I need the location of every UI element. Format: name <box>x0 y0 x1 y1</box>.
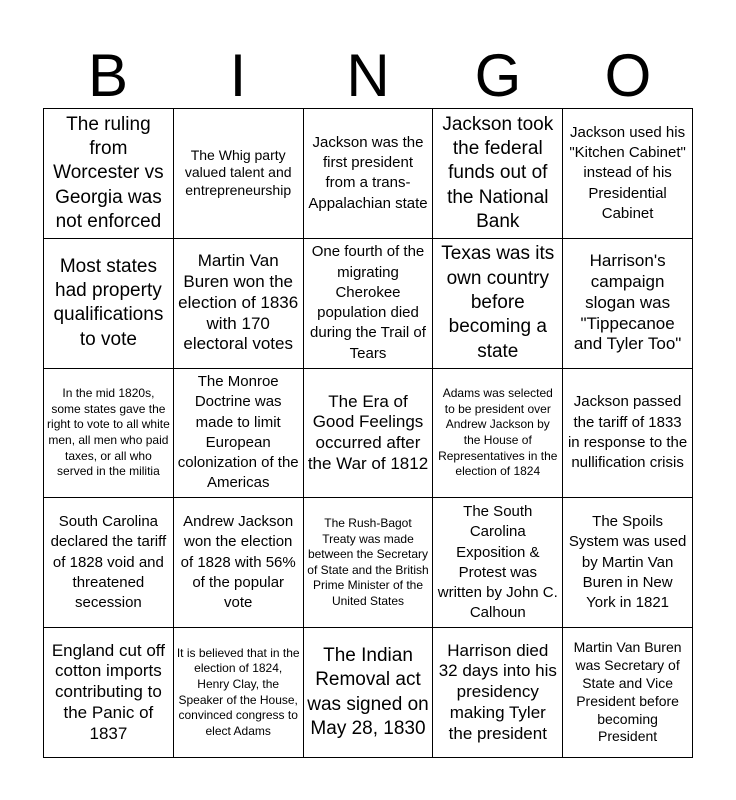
bingo-cell[interactable] <box>44 369 174 499</box>
title-letter-b: B <box>87 42 129 109</box>
cell-text: The ruling from Worcester vs Georgia was not enforced <box>53 113 164 232</box>
bingo-cell[interactable] <box>433 109 563 239</box>
bingo-cell[interactable] <box>174 239 304 369</box>
bingo-cell[interactable] <box>433 369 563 499</box>
cell-text: Martin Van Buren won the election of 1836 with 170 electoral votes <box>178 251 299 354</box>
cell-text: Harrison died 32 days into his presidency making Tyler the president <box>438 640 557 743</box>
bingo-cell[interactable] <box>563 628 693 758</box>
bingo-cell[interactable] <box>304 498 434 628</box>
bingo-cell[interactable] <box>433 239 563 369</box>
title-letter-n: N <box>346 42 390 109</box>
bingo-cell[interactable] <box>433 628 563 758</box>
cell-text: It is believed that in the election of 1824, Henry Clay, the Speaker of the House, convinced congress to elect Adams <box>176 645 300 738</box>
cell-text: The Era of Good Feelings occurred after the War of 1812 <box>307 391 429 473</box>
bingo-cell[interactable] <box>44 498 174 628</box>
bingo-cell[interactable] <box>433 498 563 628</box>
cell-text: England cut off cotton imports contributing to the Panic of 1837 <box>51 640 165 743</box>
title-letter-i: I <box>229 42 247 109</box>
cell-text: The Spoils System was used by Martin Van Buren in New York in 1821 <box>568 513 687 612</box>
bingo-cell[interactable] <box>44 109 174 239</box>
title-letter-g: G <box>474 42 522 109</box>
cell-text: South Carolina declared the tariff of 1828 void and threatened secession <box>50 513 167 612</box>
cell-text: The Rush-Bagot Treaty was made between the Secretary of State and the British Prime Minister of the United States <box>307 516 429 608</box>
cell-text: The South Carolina Exposition & Protest was written by John C. Calhoun <box>437 503 558 622</box>
cell-text: Martin Van Buren was Secretary of State and Vice President before becoming President <box>573 638 682 745</box>
bingo-cell[interactable] <box>304 109 434 239</box>
bingo-cell[interactable] <box>563 109 693 239</box>
bingo-cell[interactable] <box>174 628 304 758</box>
bingo-cell[interactable] <box>44 239 174 369</box>
bingo-cell[interactable] <box>44 628 174 758</box>
bingo-cell[interactable] <box>304 628 434 758</box>
bingo-cell[interactable] <box>174 369 304 499</box>
bingo-cell[interactable] <box>563 239 693 369</box>
bingo-cell[interactable] <box>304 369 434 499</box>
cell-text: Most states had property qualifications to vote <box>53 255 164 350</box>
cell-text: In the mid 1820s, some states gave the right to vote to all white men, all men who paid taxes, or all who served in the militia <box>47 386 170 479</box>
bingo-cell[interactable] <box>174 109 304 239</box>
cell-text: The Monroe Doctrine was made to limit European colonization of the Americas <box>177 373 299 492</box>
cell-text: Harrison's campaign slogan was "Tippecanoe and Tyler Too" <box>573 251 682 354</box>
cell-text: One fourth of the migrating Cherokee population died during the Trail of Tears <box>310 243 426 362</box>
bingo-card-grid <box>43 108 693 758</box>
bingo-cell[interactable] <box>174 498 304 628</box>
cell-text: Andrew Jackson won the election of 1828 with 56% of the popular vote <box>180 513 296 612</box>
cell-text: Adams was selected to be president over Andrew Jackson by the House of Representatives in the election of 1824 <box>438 386 558 479</box>
bingo-cell[interactable] <box>304 239 434 369</box>
cell-text: The Whig party valued talent and entrepreneurship <box>184 146 292 199</box>
cell-text: Jackson passed the tariff of 1833 in response to the nullification crisis <box>567 393 688 472</box>
bingo-cell[interactable] <box>563 369 693 499</box>
cell-text: Texas was its own country before becoming a state <box>441 243 555 362</box>
cell-text: Jackson took the federal funds out of the National Bank <box>442 113 554 232</box>
bingo-cell[interactable] <box>563 498 693 628</box>
cell-text: The Indian Removal act was signed on May 28, 1830 <box>307 644 429 739</box>
bingo-title <box>43 44 693 108</box>
title-letter-o: O <box>604 42 652 109</box>
cell-text: Jackson used his "Kitchen Cabinet" instead of his Presidential Cabinet <box>569 123 686 222</box>
cell-text: Jackson was the first president from a trans-Appalachian state <box>308 133 428 212</box>
